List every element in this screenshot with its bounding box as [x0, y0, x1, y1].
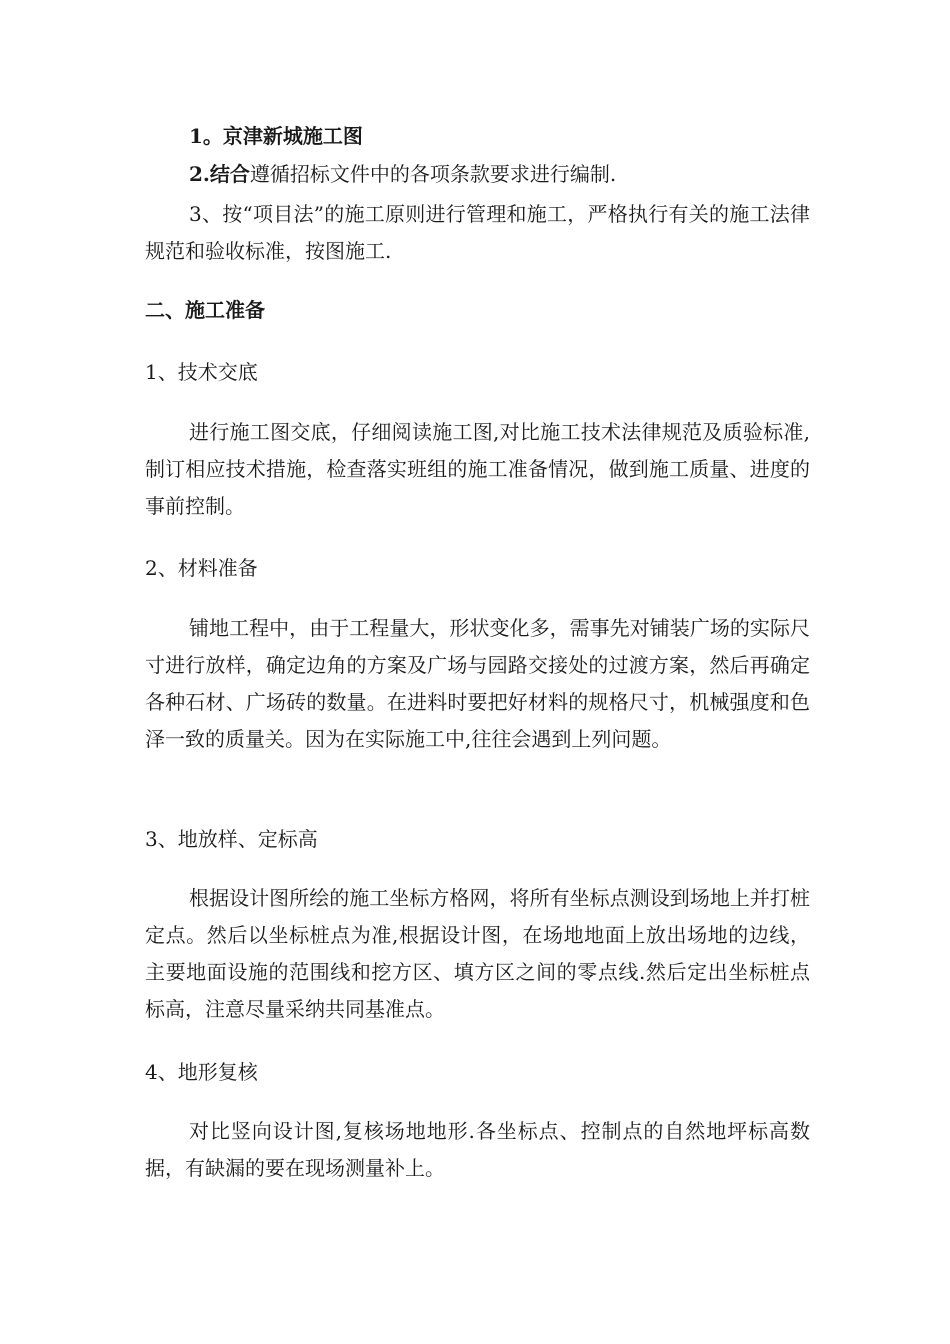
subsection-body-3: 根据设计图所绘的施工坐标方格网，将所有坐标点测设到场地上并打桩定点。然后以坐标桩点为准,根据设计图，在场地地面上放出场地的边线，主要地面设施的范围线和挖方区、填方区之间的零点线.然后定出坐标桩点标高，注意尽量采纳共同基准点。: [145, 886, 810, 1021]
list-item-1: 1。京津新城施工图: [189, 124, 363, 148]
subsection-body-2: 铺地工程中，由于工程量大，形状变化多，需事先对铺装广场的实际尺寸进行放样，确定边角的方案及广场与园路交接处的过渡方案，然后再确定各种石材、广场砖的数量。在进料时要把好材料的规格尺寸，机械强度和色泽一致的质量关。因为在实际施工中,往往会遇到上列问题。: [145, 616, 810, 751]
list-item-2-bold: 2.结合: [189, 162, 250, 186]
section-heading: 二、施工准备: [145, 298, 265, 322]
list-item-2-text: 遵循招标文件中的各项条款要求进行编制.: [249, 162, 617, 186]
subsection-body-4: 对比竖向设计图,复核场地地形.各坐标点、控制点的自然地坪标高数据，有缺漏的要在现场测量补上。: [145, 1119, 810, 1180]
subsection-body-1: 进行施工图交底，仔细阅读施工图,对比施工技术法律规范及质验标准,制订相应技术措施，检查落实班组的施工准备情况，做到施工质量、进度的事前控制。: [145, 420, 810, 518]
list-item-3: 3、按“项目法”的施工原则进行管理和施工，严格执行有关的施工法律规范和验收标准，按图施工.: [145, 202, 810, 263]
subsection-title-2: 2、材料准备: [145, 556, 258, 580]
subsection-title-4: 4、地形复核: [145, 1060, 258, 1084]
subsection-title-3: 3、地放样、定标高: [145, 827, 318, 851]
subsection-title-1: 1、技术交底: [145, 360, 258, 384]
list-item-2: [189, 161, 810, 187]
